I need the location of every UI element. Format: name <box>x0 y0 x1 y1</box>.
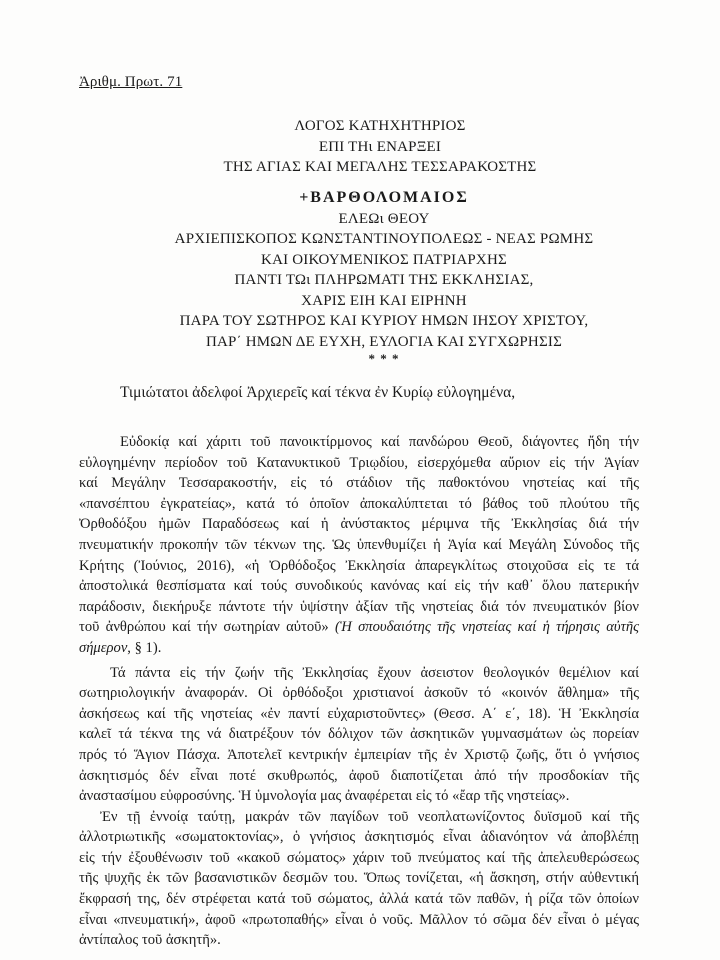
issuer-line: ΚΑΙ ΟΙΚΟΥΜΕΝΙΚΟΣ ΠΑΤΡΙΑΡΧΗΣ <box>261 251 507 268</box>
issuer-name: +ΒΑΡΘΟΛΟΜΑΙΟΣ <box>299 189 469 206</box>
body-text <box>79 432 639 951</box>
body-line: Ἐν τῇ ἐννοίᾳ ταύτῃ, μακράν τῶν παγίδων τοῦ νεοπλατωνίζοντος δυϊσμοῦ καί τῆς <box>100 808 639 825</box>
salutation: Τιμιώτατοι ἀδελφοί Ἀρχιερεῖς καί τέκνα ἐν Κυρίῳ εὐλογημένα, <box>120 384 516 401</box>
issuer-line: ΧΑΡΙΣ ΕΙΗ ΚΑΙ ΕΙΡΗΝΗ <box>301 292 467 309</box>
body-line: Ὀρθοδόξου ἡμῶν Παραδόσεως καί ἡ ἀνύστακτος μέριμνα τῆς Ἐκκλησίας διά τήν <box>79 516 639 533</box>
body-line: πρός τό Ἅγιον Πάσχα. Ἀποτελεῖ κεντρικήν ἐμπειρίαν τῆς ἐν Χριστῷ ζωῆς, ὅτι ὁ γνήσιος <box>79 746 639 763</box>
issuer-line: ΑΡΧΙΕΠΙΣΚΟΠΟΣ ΚΩΝΣΤΑΝΤΙΝΟΥΠΟΛΕΩΣ - ΝΕΑΣ ΡΩΜΗΣ <box>174 231 594 247</box>
citation-title: σήμερον <box>79 639 128 656</box>
body-line: εἶναι «πνευματική», ἀφοῦ «πρωτοπαθής» εἶναι ὁ νοῦς. Μᾶλλον τό σῶμα δέν εἶναι ὁ μέγας <box>79 911 639 928</box>
section-separator: * * * <box>368 351 400 366</box>
body-line: ἀσκητισμός δέν εἶναι ποτέ σκυθρωπός, ἀφοῦ διαποτίζεται ἀπό τήν προσδοκίαν τῆς <box>79 767 639 784</box>
body-line: Κρήτης (Ἰούνιος, 2016), «ἡ Ὀρθόδοξος Ἐκκλησία ἀπαρεγκλίτως στοιχοῦσα εἰς τε τά <box>79 557 639 574</box>
title-line: ΛΟΓΟΣ ΚΑΤΗΧΗΤΗΡΙΟΣ <box>294 118 466 134</box>
body-line: ἀναστασίμου εὐφροσύνης. Ἡ ὑμνολογία μας ἀναφέρεται εἰς τό «ἔαρ τῆς νηστείας». <box>79 788 570 805</box>
document-title <box>20 116 720 178</box>
issuer-line: ΠΑΡΑ ΤΟΥ ΣΩΤΗΡΟΣ ΚΑΙ ΚΥΡΙΟΥ ΗΜΩΝ ΙΗΣΟΥ ΧΡΙΣΤΟΥ, <box>179 313 589 329</box>
body-line: σωτηριολογικήν ἀναφοράν. Οἱ ὀρθόδοξοι χριστιανοί ἀσκοῦν τό «κοινόν ἄθλημα» τῆς <box>79 685 639 702</box>
body-line: παράδοσιν, διεκήρυξε πάντοτε τήν ὑψίστην ἀξίαν τῆς νηστείας διά τόν πνευματικόν βίον <box>79 598 639 615</box>
body-line: «πανσέπτου ἐγκρατείας», κατά τό ὁποῖον ἀποκαλύπτεται τό βάθος τοῦ πλούτου τῆς <box>79 495 639 512</box>
body-line: Τά πάντα εἰς τήν ζωήν τῆς Ἐκκλησίας ἔχουν ἀσειστον θεολογικόν θεμέλιον καί <box>110 664 639 681</box>
body-line: ἀλλοτριωτικῆς «σωματοκτονίας», ὁ γνήσιος ἀσκητισμός εἶναι ἀδιανόητον νά ἀποβλέπῃ <box>79 829 639 846</box>
body-line: καί Μεγάλην Τεσσαρακοστήν, εἰς τό στάδιον τῆς παθοκτόνου νηστείας καί τῆς <box>79 475 639 492</box>
title-line: ΕΠΙ ΤΗι ΕΝΑΡΞΕΙ <box>318 138 442 155</box>
body-line: ἀποστολικά θεσπίσματα καί τούς συνοδικούς κανόνας καί εἰς τήν καθ᾽ ὅλου πατερικήν <box>79 578 639 595</box>
body-line: Εὐδοκίᾳ καί χάριτι τοῦ πανοικτίρμονος καί πανδώρου Θεοῦ, διάγοντες ἤδη τήν <box>120 434 639 450</box>
citation-title: (Ἡ σπουδαιότης τῆς νηστείας καί ἡ τήρησις αὐτῆς <box>335 619 639 636</box>
body-line <box>79 617 639 638</box>
body-text-run: , § 1). <box>127 639 162 656</box>
body-text-run: τοῦ ἀνθρώπου καί τήν σωτηρίαν αὐτοῦ» <box>79 619 335 636</box>
body-line: ἀντίπαλος τοῦ ἀσκητῆ». <box>79 932 221 949</box>
title-line: ΤΗΣ ΑΓΙΑΣ ΚΑΙ ΜΕΓΑΛΗΣ ΤΕΣΣΑΡΑΚΟΣΤΗΣ <box>223 159 537 175</box>
body-line: τῆς ψυχῆς ἐκ τῶν βασανιστικῶν δεσμῶν του. Ὅπως τονίζεται, «ἡ ἄσκηση, στήν αὐθεντική <box>79 870 639 887</box>
body-line: καλεῖ τά τέκνα της νά διατρέξουν τόν δόλιχον τῶν ἀσκητικῶν γυμνασμάτων ὡς πορείαν <box>79 726 639 743</box>
body-line: πνευματικήν προκοπήν τῶν τέκνων της. Ὡς ὑπενθυμίζει ἡ Ἁγία καί Μεγάλη Σύνοδος τῆς <box>79 536 639 553</box>
body-line: εἰς τήν ἐξουθένωσιν τοῦ «κακοῦ σώματος» χάριν τοῦ πνεύματος καί τῆς ἀπελευθερώσεως <box>79 849 639 866</box>
body-line: εὐλογημένην περίοδον τοῦ Κατανυκτικοῦ Τριῳδίου, εἰσερχόμεθα αὔριον εἰς τήν Ἁγίαν <box>79 454 639 471</box>
issuer-line: ΠΑΡ΄ ΗΜΩΝ ΔΕ ΕΥΧΗ, ΕΥΛΟΓΙΑ ΚΑΙ ΣΥΓΧΩΡΗΣΙΣ <box>205 333 563 350</box>
issuer-line: ΕΛΕΩι ΘΕΟΥ <box>338 210 430 227</box>
issuer-block <box>24 188 720 366</box>
body-line: ἔκφρασή της, δέν στρέφεται κατά τοῦ σώματος, ἀλλά κατά τῶν παθῶν, ἡ ρίζα τῶν ὁποίων <box>79 891 639 908</box>
issuer-line: ΠΑΝΤΙ ΤΩι ΠΛΗΡΩΜΑΤΙ ΤΗΣ ΕΚΚΛΗΣΙΑΣ, <box>234 272 534 288</box>
body-line <box>79 638 639 659</box>
protocol-number: Ἀριθμ. Πρωτ. 71 <box>79 74 183 90</box>
body-line: ἀσκήσεως καί τῆς νηστείας «ἐν παντί εὐχαριστοῦντες» (Θεσσ. Α΄ ε΄, 18). Ἡ Ἐκκλησία <box>79 705 639 722</box>
